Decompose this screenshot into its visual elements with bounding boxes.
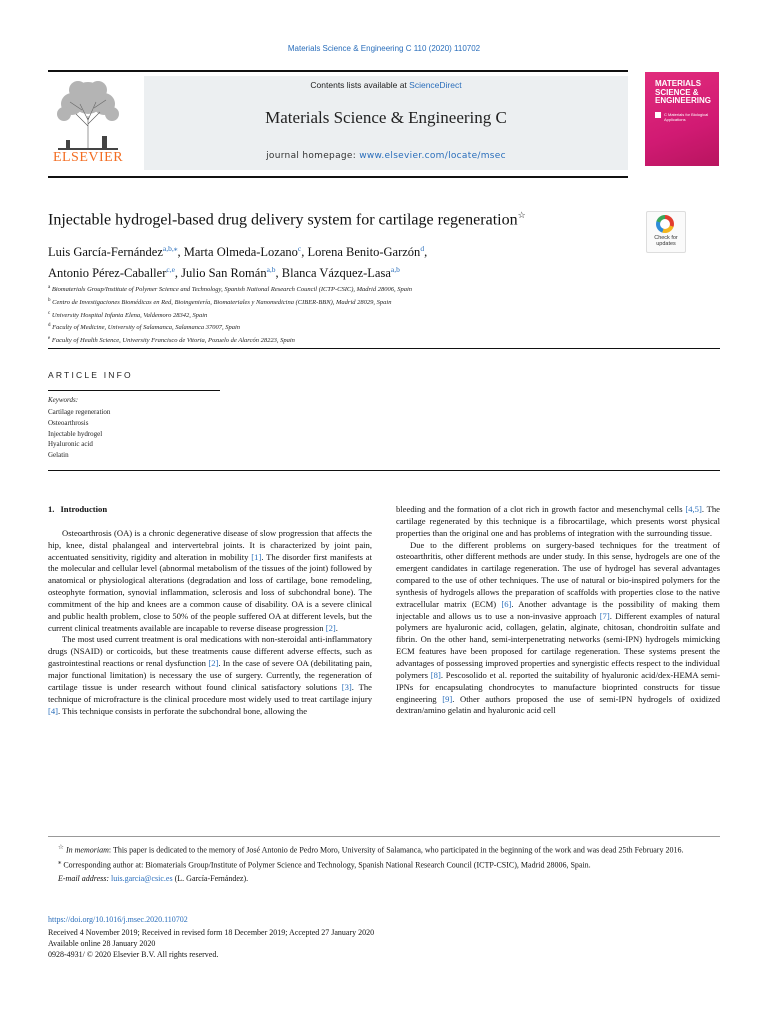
article-history [48,927,374,961]
paragraph-text: The most used current treatment is oral medications with non-steroidal anti-inflammatory drugs (NSAID) or corticoids, but these treatments cause different adverse effects, such as gastrointestinal reactions or renal dysfunction [48,634,372,669]
body-paragraph [48,528,372,635]
paragraph-text: . This technique consists in perforate the subchondral bone, allowing the [58,705,308,716]
section-title: Introduction [60,504,108,514]
doi-link[interactable]: https://doi.org/10.1016/j.msec.2020.110702 [48,915,188,924]
author-affiliation-mark[interactable]: a,b,⁎ [162,244,178,253]
paragraph-text: . Other authors proposed the use of semi-IPN hydrogels of oxidized dextran/amino gelatin and hyaluronic acid cell [396,693,720,716]
affiliation-item: $^c$ University Hospital Infanta Elena, Valdemoro 28342, Spain [48,310,208,319]
paragraph-text: . The cartilage regenerated by this technique is a fibrocartilage, which presents worst physical properties than the original one and has problems of integration with the surrounding tissue. [396,504,720,538]
title-footnote-mark[interactable]: ☆ [517,210,526,220]
author-name[interactable]: Marta Olmeda-Lozano [183,245,298,260]
paragraph-text: . The disorder first manifests at the molecular and cellular level (abnormal metabolism of the tissues of the joint) followed by anatomical or physiological alterations (degradation and loss of cartilage, bone remodeling, osteophyte formation, synovial inflammation, sclerosis and loss of subchondral bone). The commitment of the hip and knees are a common cause of disability. OA is a severe clinical and public health problem, close to 50% of the people suffered OA at different levels, but the current clinical treatments available are incapable to reverse disease progression [48,551,372,633]
author-name[interactable]: Luis García-Fernández [48,245,163,260]
contents-available-line [144,80,628,90]
citation-link[interactable]: [4] [48,705,59,716]
author-affiliation-mark[interactable]: c [297,244,302,253]
author-name[interactable]: Antonio Pérez-Caballer [48,266,167,281]
footnote-rule [48,836,720,837]
footnote-mark: ☆ [58,844,64,851]
email-link[interactable]: luis.garcia@csic.es [111,873,173,883]
citation-link[interactable]: [6] [501,598,512,609]
check-updates-label: Check for updates [654,235,678,247]
citation-link[interactable]: [4,5] [685,504,702,514]
journal-banner [144,76,628,170]
keyword-item: Cartilage regeneration [48,408,111,416]
body-paragraph [396,504,720,540]
cover-c-badge-icon [655,112,661,118]
paragraph-text: . Different examples of natural polymers are hyaluronic acid, collagen, gelatin, alginate, chitosan, chondroitin sulfate and fibrin. On the other hand, semi-interpenetrating networks (semi-IPN) hydrogels mimicking ECM features have been proposed for cartilage regeneration. These systems present the advantages of possessing improved properties and synergistic effects respect to the individual polymers [396,610,720,680]
keywords-label: Keywords: [48,396,79,404]
keyword-item: Injectable hydrogel [48,429,103,438]
footnote-mark: ⁎ [58,859,62,867]
footnotes [48,843,720,887]
paragraph-text: Due to the different problems on surgery-based techniques for the treatment of osteoarthritis, other different methods are under study. In this sense, hydrogels are one of the emergent candidates in cartilage regeneration. The use of hydrogel has several advantages compared to the use of other techniques. The use of natural or bio-inspired polymers for the synthesis of hydrogels allows the preparation of scaffolds with properties close to the native extracellular matrix (ECM) [396,539,720,609]
author-name[interactable]: Blanca Vázquez-Lasa [281,266,391,281]
cover-subtitle: C Materials for Biological Applications [664,112,709,122]
header-top-rule [48,70,628,72]
citation-link[interactable]: [7] [599,610,610,621]
section-divider [48,348,720,349]
body-paragraph [396,540,720,718]
citation-link[interactable]: [9] [442,693,453,704]
citation-link[interactable]: [1] [251,551,262,562]
author-affiliation-mark[interactable]: a,b [266,265,276,275]
footnote-memoriam [48,843,720,856]
corresponding-text: Corresponding author at: Biomaterials Group/Institute of Polymer Science and Technology, Spanish National Research Council (ICTP-CSIC), Madrid 28006, Spain. [63,861,591,871]
keyword-item: Gelatin [48,451,69,460]
check-updates-icon [656,215,674,233]
citation-link[interactable]: [3] [341,681,352,692]
author-affiliation-mark[interactable]: a,b [390,265,400,275]
body-column-right [396,504,720,717]
affiliation-item: $^b$ Centro de Investigaciones Biomédicas en Red, Bioingeniería, Biomateriales y Nanomedicina (CIBER-BBN), Madrid 28029, Spain [48,297,392,306]
memoriam-label: In memoriam [65,845,109,855]
email-label: E-mail address: [58,873,110,883]
footnote-corresponding [48,858,720,871]
homepage-link[interactable]: www.elsevier.com/locate/msec [359,151,506,161]
article-title [48,210,638,229]
body-column-left [48,504,372,717]
paragraph-text: . [335,622,338,633]
cover-title: MATERIALS SCIENCE & ENGINEERING [655,79,712,105]
header-bottom-rule [48,176,628,178]
citation-link[interactable]: [2] [325,622,336,633]
memoriam-text: : This paper is dedicated to the memory of José Antonio de Pedro Moro, University of Salamanca, who participated in the beginning of the work and was dead 25th February 2016. [108,845,684,855]
homepage-prefix: journal homepage: [266,151,360,161]
affiliation-item: $^a$ Biomaterials Group/Institute of Polymer Science and Technology, Spanish National Research Council (ICTP-CSIC), Madrid 28006, Spain [48,285,413,294]
author-list: Luis García-Fernández$^{a,b,⁎}$, Marta Olmeda-Lozano$^c$, Lorena Benito-Garzón$^d$, Antonio Pérez-Caballer$^{c,e}$, Julio San Román$^{a,b}$, Blanca Vázquez-Lasa$^{a,b}$ [48,244,428,281]
journal-homepage-line [144,151,628,161]
section-number: 1. [48,504,55,514]
keyword-list [48,407,110,461]
paragraph-text: . The technique of microfracture is the clinical procedure most widely used to treat cartilage injury [48,681,372,704]
paragraph-text: . Pescosolido et al. reported the suitability of hyaluronic acid/dex-HEMA semi-IPNs for encapsulating chondrocytes to manufacture bioprinted constructs for tissue engineering [396,669,720,704]
available-online: Available online 28 January 2020 [48,939,156,949]
section-heading [48,504,372,516]
article-info-rule [48,390,220,391]
keyword-item: Osteoarthrosis [48,418,89,427]
affiliation-list [48,283,668,347]
paragraph-text: bleeding and the formation of a clot rich in growth factor and mesenchymal cells [396,504,686,514]
author-affiliation-mark[interactable]: c,e [166,265,175,275]
elsevier-wordmark[interactable]: ELSEVIER [52,150,124,165]
journal-reference-link[interactable]: Materials Science & Engineering C 110 (2020) 110702 [287,44,481,53]
affiliation-item: $^e$ Faculty of Health Science, University Francisco de Vitoria, Pozuelo de Alarcón 28223, Spain [48,336,295,345]
author-affiliation-mark[interactable]: d [420,244,425,253]
citation-link[interactable]: [8] [430,669,441,680]
paragraph-text: . In the case of severe OA (debilitating pain, major functional limitation) is necessary the use of surgery. Currently, the regeneration of cartilage tissue is under research without found clinical satisfactory solutions [48,658,372,692]
article-info-heading: ARTICLE INFO [48,370,133,380]
journal-cover-image[interactable] [645,72,719,166]
author-name[interactable]: Julio San Román [181,266,267,281]
body-paragraph [48,634,372,717]
received-dates: Received 4 November 2019; Received in revised form 18 December 2019; Accepted 27 January 2020 [48,928,375,937]
sciencedirect-link[interactable]: ScienceDirect [409,80,462,90]
article-title-text: Injectable hydrogel-based drug delivery system for cartilage regeneration [48,211,518,229]
keyword-item: Hyaluronic acid [48,440,93,449]
contents-prefix: Contents lists available at [310,80,410,90]
paragraph-text: . Another advantage is the possibility of making them injectable and allows us to use a non-invasive approach [396,598,720,621]
section-divider [48,470,720,471]
email-suffix: (L. García-Fernández). [174,873,249,883]
copyright: 0928-4931/ © 2020 Elsevier B.V. All rights reserved. [48,950,219,960]
paragraph-text: Osteoarthrosis (OA) is a chronic degenerative disease of slow progression that affects the hip, knee, distal phalangeal and intervertebral joints. It is characterized by joint pain, accentuated sensitivity, rigidity and alteration in mobility [48,527,372,562]
journal-title: Materials Science & Engineering C [265,108,507,127]
affiliation-item: $^d$ Faculty of Medicine, University of Salamanca, Salamanca 37007, Spain [48,323,241,332]
author-name[interactable]: Lorena Benito-Garzón [307,245,421,260]
citation-link[interactable]: [2] [208,658,219,669]
footnote-email [48,874,720,885]
